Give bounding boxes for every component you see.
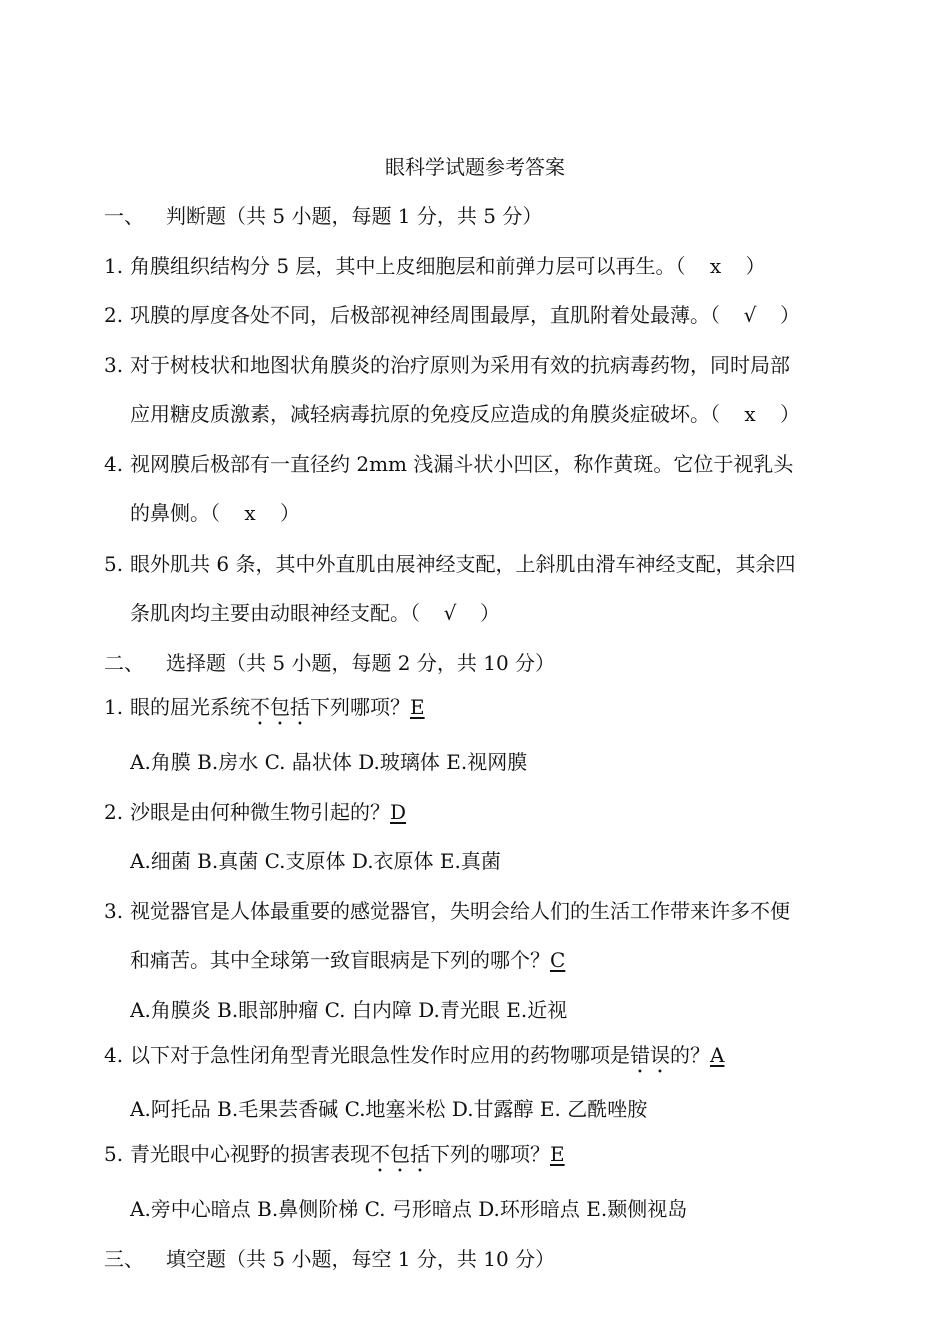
item-answer: √ xyxy=(743,303,757,327)
judgment-item-3-cont xyxy=(130,401,800,427)
item-text: 下列哪项？ xyxy=(310,695,410,719)
item-emphasis: 不包括 xyxy=(370,1142,430,1166)
item-text: 沙眼是由何种微生物引起的？ xyxy=(130,800,390,824)
item-text: 的？ xyxy=(670,1043,710,1067)
judgment-item-5 xyxy=(104,551,795,577)
item-emphasis: 不包括 xyxy=(250,695,310,719)
item-text: 青光眼中心视野的损害表现 xyxy=(130,1142,370,1166)
item-text: 视网膜后极部有一直径约 2mm 浅漏斗状小凹区，称作黄斑。它位于视乳头 xyxy=(130,452,794,476)
item-number: 1. xyxy=(104,695,124,719)
item-text-end: ） xyxy=(780,303,800,327)
judgment-item-1 xyxy=(104,253,765,279)
item-answer: x xyxy=(744,402,756,426)
item-number: 2. xyxy=(104,800,124,824)
section-title: 选择题（共 5 小题，每题 2 分，共 10 分） xyxy=(166,651,556,675)
item-number: 2. xyxy=(104,303,124,327)
choice-item-3-cont xyxy=(130,947,565,973)
item-number: 4. xyxy=(104,1043,124,1067)
section-heading-judgment xyxy=(104,203,542,229)
item-text-end: ） xyxy=(780,402,800,426)
item-text: 应用糖皮质激素，减轻病毒抗原的免疫反应造成的角膜炎症破坏。（ xyxy=(130,402,720,426)
item-text: 眼外肌共 6 条，其中外直肌由展神经支配，上斜肌由滑车神经支配，其余四 xyxy=(130,552,796,576)
item-text: 下列的哪项？ xyxy=(430,1142,550,1166)
document-title: 眼科学试题参考答案 xyxy=(385,155,565,179)
choice-item-5 xyxy=(104,1141,565,1177)
judgment-item-5-cont xyxy=(130,600,500,626)
section-number: 二、 xyxy=(104,651,144,675)
choice-options-4: A.阿托品 B.毛果芸香碱 C.地塞米松 D.甘露醇 E. 乙酰唑胺 xyxy=(130,1097,648,1121)
judgment-item-4 xyxy=(104,451,793,477)
item-answer: E xyxy=(550,1142,565,1166)
item-number: 3. xyxy=(104,899,124,923)
item-answer: C xyxy=(550,948,566,972)
choice-options-2: A.细菌 B.真菌 C.支原体 D.衣原体 E.真菌 xyxy=(130,849,501,873)
choice-options-1: A.角膜 B.房水 C. 晶状体 D.玻璃体 E.视网膜 xyxy=(130,750,528,774)
section-number: 三、 xyxy=(104,1247,144,1271)
item-number: 4. xyxy=(104,452,124,476)
item-number: 5. xyxy=(104,552,124,576)
item-text: 对于树枝状和地图状角膜炎的治疗原则为采用有效的抗病毒药物，同时局部 xyxy=(130,353,790,377)
item-text: 的鼻侧。（ xyxy=(130,501,220,525)
judgment-item-3 xyxy=(104,352,790,378)
item-number: 5. xyxy=(104,1142,124,1166)
item-text: 条肌肉均主要由动眼神经支配。（ xyxy=(130,601,420,625)
item-number: 3. xyxy=(104,353,124,377)
choice-item-2 xyxy=(104,799,406,825)
choice-item-4 xyxy=(104,1042,724,1078)
section-title: 判断题（共 5 小题，每题 1 分，共 5 分） xyxy=(166,204,543,228)
item-answer: E xyxy=(410,695,425,719)
choice-options-5: A.旁中心暗点 B.鼻侧阶梯 C. 弓形暗点 D.环形暗点 E.颞侧视岛 xyxy=(130,1197,688,1221)
item-text-end: ） xyxy=(745,254,766,278)
item-emphasis: 错误 xyxy=(630,1043,670,1067)
item-text: 以下对于急性闭角型青光眼急性发作时应用的药物哪项是 xyxy=(130,1043,630,1067)
section-heading-fill xyxy=(104,1246,555,1272)
judgment-item-4-cont xyxy=(130,500,300,526)
item-answer: x xyxy=(709,254,722,278)
item-answer: √ xyxy=(443,601,457,625)
choice-item-3 xyxy=(104,898,790,924)
item-text: 视觉器官是人体最重要的感觉器官，失明会给人们的生活工作带来许多不便 xyxy=(130,899,790,923)
item-text: 眼的屈光系统 xyxy=(130,695,250,719)
item-answer: x xyxy=(244,501,256,525)
section-number: 一、 xyxy=(104,204,144,228)
choice-item-1 xyxy=(104,694,425,730)
section-title: 填空题（共 5 小题，每空 1 分，共 10 分） xyxy=(166,1247,556,1271)
choice-options-3: A.角膜炎 B.眼部肿瘤 C. 白内障 D.青光眼 E.近视 xyxy=(130,998,568,1022)
section-heading-choice xyxy=(104,650,555,676)
item-answer: A xyxy=(710,1043,725,1067)
item-text: 和痛苦。其中全球第一致盲眼病是下列的哪个？ xyxy=(130,948,550,972)
judgment-item-2 xyxy=(104,302,800,328)
item-text: 角膜组织结构分 5 层，其中上皮细胞层和前弹力层可以再生。（ xyxy=(130,254,686,278)
item-answer: D xyxy=(390,800,407,824)
item-number: 1. xyxy=(104,254,124,278)
item-text-end: ） xyxy=(480,601,500,625)
item-text-end: ） xyxy=(280,501,300,525)
item-text: 巩膜的厚度各处不同，后极部视神经周围最厚，直肌附着处最薄。（ xyxy=(130,303,720,327)
